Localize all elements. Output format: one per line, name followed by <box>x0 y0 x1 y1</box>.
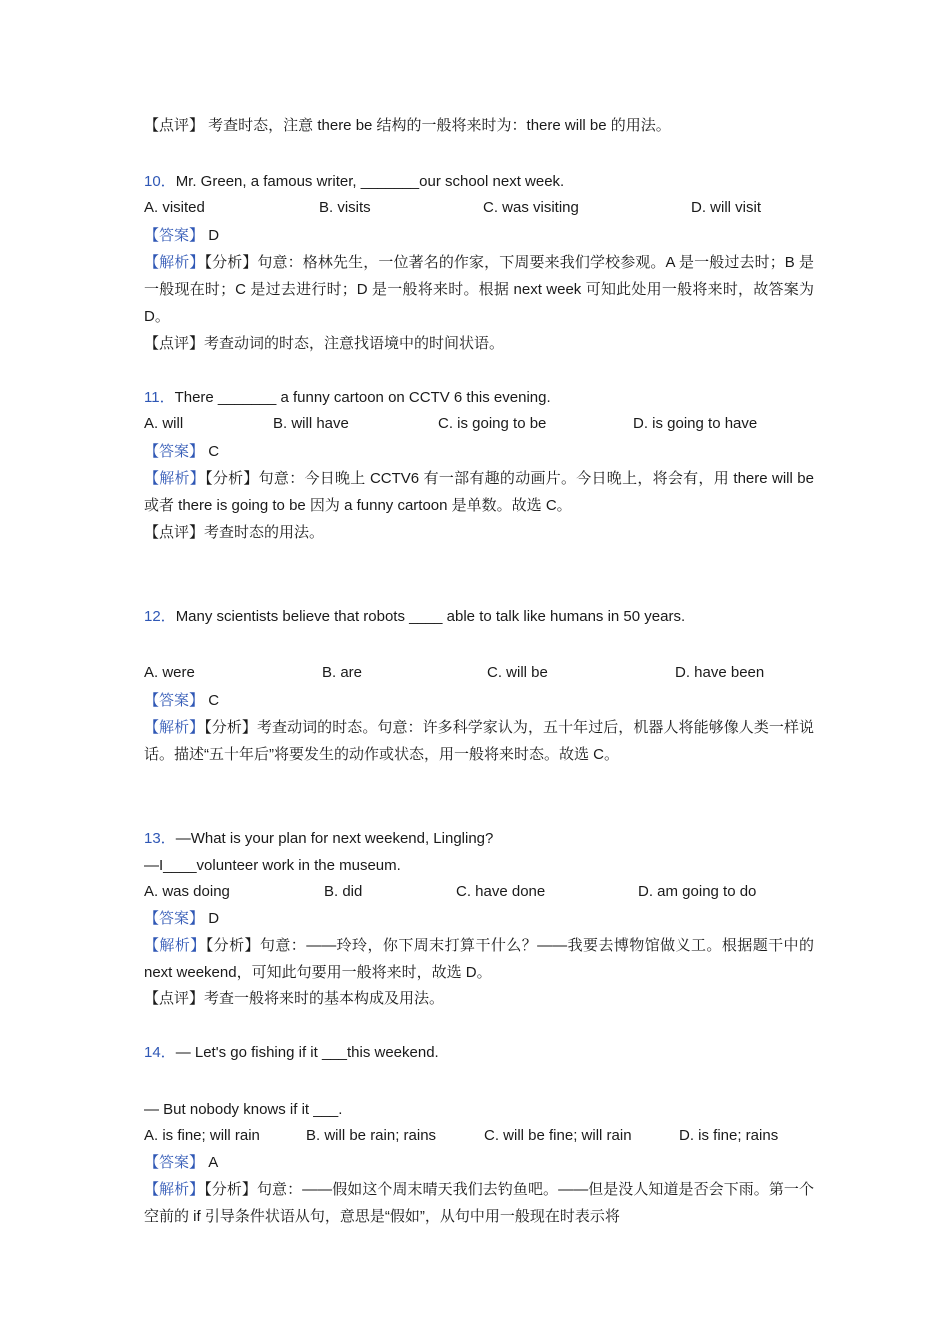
option-c: C. will be <box>487 664 548 681</box>
analysis-text: 【分析】考查动词的时态。句意：许多科学家认为，五十年过后，机器人将能够像人类一样说话。描述“五十年后”将要发生的动作或状态，用一般将来时态。故选 C。 <box>144 719 814 763</box>
analysis-text: 【分析】句意：格林先生，一位著名的作家，下周要来我们学校参观。A 是一般过去时；B 是一般现在时；C 是过去进行时；D 是一般将来时。根据 next week 可知此处用一般将来时，故答案为 D。 <box>144 254 814 325</box>
option-c: C. have done <box>456 883 546 900</box>
question-14-stem-2: — But nobody knows if it ___. <box>144 1101 343 1118</box>
question-text: —What is your plan for next weekend, Lingling? <box>175 830 494 847</box>
question-12-stem <box>144 607 814 627</box>
answer-line <box>144 909 814 929</box>
option-a: A. visited <box>144 199 205 216</box>
answer-value: D <box>208 227 220 244</box>
option-b: B. will have <box>273 415 349 432</box>
option-b: B. will be rain; rains <box>306 1127 437 1144</box>
answer-label: 【答案】 <box>144 227 205 244</box>
option-d: D. have been <box>675 664 765 681</box>
answer-line <box>144 442 814 462</box>
answer-value: C <box>208 443 220 460</box>
analysis-paragraph <box>144 932 814 986</box>
option-d: D. is going to have <box>633 415 758 432</box>
option-a: A. is fine; will rain <box>144 1127 260 1144</box>
analysis-paragraph <box>144 465 814 519</box>
answer-line <box>144 1153 814 1173</box>
option-a: A. was doing <box>144 883 230 900</box>
question-text: — Let's go fishing if it ___this weekend. <box>175 1044 439 1061</box>
top-comment: 【点评】 考查时态，注意 there be 结构的一般将来时为：there will be 的用法。 <box>144 117 671 134</box>
analysis-label: 【解析】 <box>144 470 206 487</box>
analysis-text: 【分析】句意：今日晚上 CCTV6 有一部有趣的动画片。今日晚上，将会有，用 there will be 或者 there is going to be 因为 a funny cartoon 是单数。故选 C。 <box>144 470 814 514</box>
question-10-stem <box>144 172 814 192</box>
question-text: There _______ a funny cartoon on CCTV 6 this evening. <box>174 389 551 406</box>
question-number: 14． <box>144 1044 176 1061</box>
question-text: Mr. Green, a famous writer, _______our school next week. <box>175 173 565 190</box>
option-d: D. am going to do <box>638 883 757 900</box>
answer-label: 【答案】 <box>144 1154 205 1171</box>
question-number: 13． <box>144 830 176 847</box>
comment-line: 【点评】考查一般将来时的基本构成及用法。 <box>144 990 445 1007</box>
question-number: 12． <box>144 608 176 625</box>
analysis-paragraph <box>144 1176 814 1230</box>
option-a: A. will <box>144 415 184 432</box>
question-13-stem <box>144 829 814 849</box>
analysis-label: 【解析】 <box>144 254 205 271</box>
answer-line <box>144 691 814 711</box>
option-b: B. are <box>322 664 363 681</box>
answer-label: 【答案】 <box>144 692 205 709</box>
question-14-stem <box>144 1043 814 1063</box>
comment-line: 【点评】考查时态的用法。 <box>144 524 325 541</box>
answer-value: A <box>208 1154 219 1171</box>
analysis-paragraph <box>144 714 814 768</box>
question-13-stem-2: —I____volunteer work in the museum. <box>144 857 401 874</box>
question-text: Many scientists believe that robots ____ able to talk like humans in 50 years. <box>175 608 686 625</box>
option-c: C. is going to be <box>438 415 547 432</box>
analysis-label: 【解析】 <box>144 1181 205 1198</box>
answer-value: C <box>208 692 220 709</box>
option-d: D. is fine; rains <box>679 1127 779 1144</box>
question-11-stem <box>144 388 814 408</box>
option-a: A. were <box>144 664 195 681</box>
answer-line <box>144 226 814 246</box>
analysis-paragraph <box>144 249 814 330</box>
option-b: B. did <box>324 883 363 900</box>
comment-line: 【点评】考查动词的时态，注意找语境中的时间状语。 <box>144 335 505 352</box>
option-b: B. visits <box>319 199 371 216</box>
analysis-label: 【解析】 <box>144 937 206 954</box>
analysis-text: 【分析】句意：——假如这个周末晴天我们去钓鱼吧。——但是没人知道是否会下雨。第一个空前的 if 引导条件状语从句，意思是“假如”，从句中用一般现在时表示将 <box>144 1181 814 1225</box>
answer-label: 【答案】 <box>144 910 205 927</box>
analysis-text: 【分析】句意：——玲玲，你下周末打算干什么？——我要去博物馆做义工。根据题干中的 next weekend，可知此句要用一般将来时，故选 D。 <box>144 937 814 981</box>
answer-value: D <box>208 910 220 927</box>
question-number: 10． <box>144 173 176 190</box>
answer-label: 【答案】 <box>144 443 205 460</box>
option-d: D. will visit <box>691 199 761 216</box>
option-c: C. was visiting <box>483 199 579 216</box>
analysis-label: 【解析】 <box>144 719 205 736</box>
option-c: C. will be fine; will rain <box>484 1127 632 1144</box>
question-number: 11． <box>144 389 175 406</box>
